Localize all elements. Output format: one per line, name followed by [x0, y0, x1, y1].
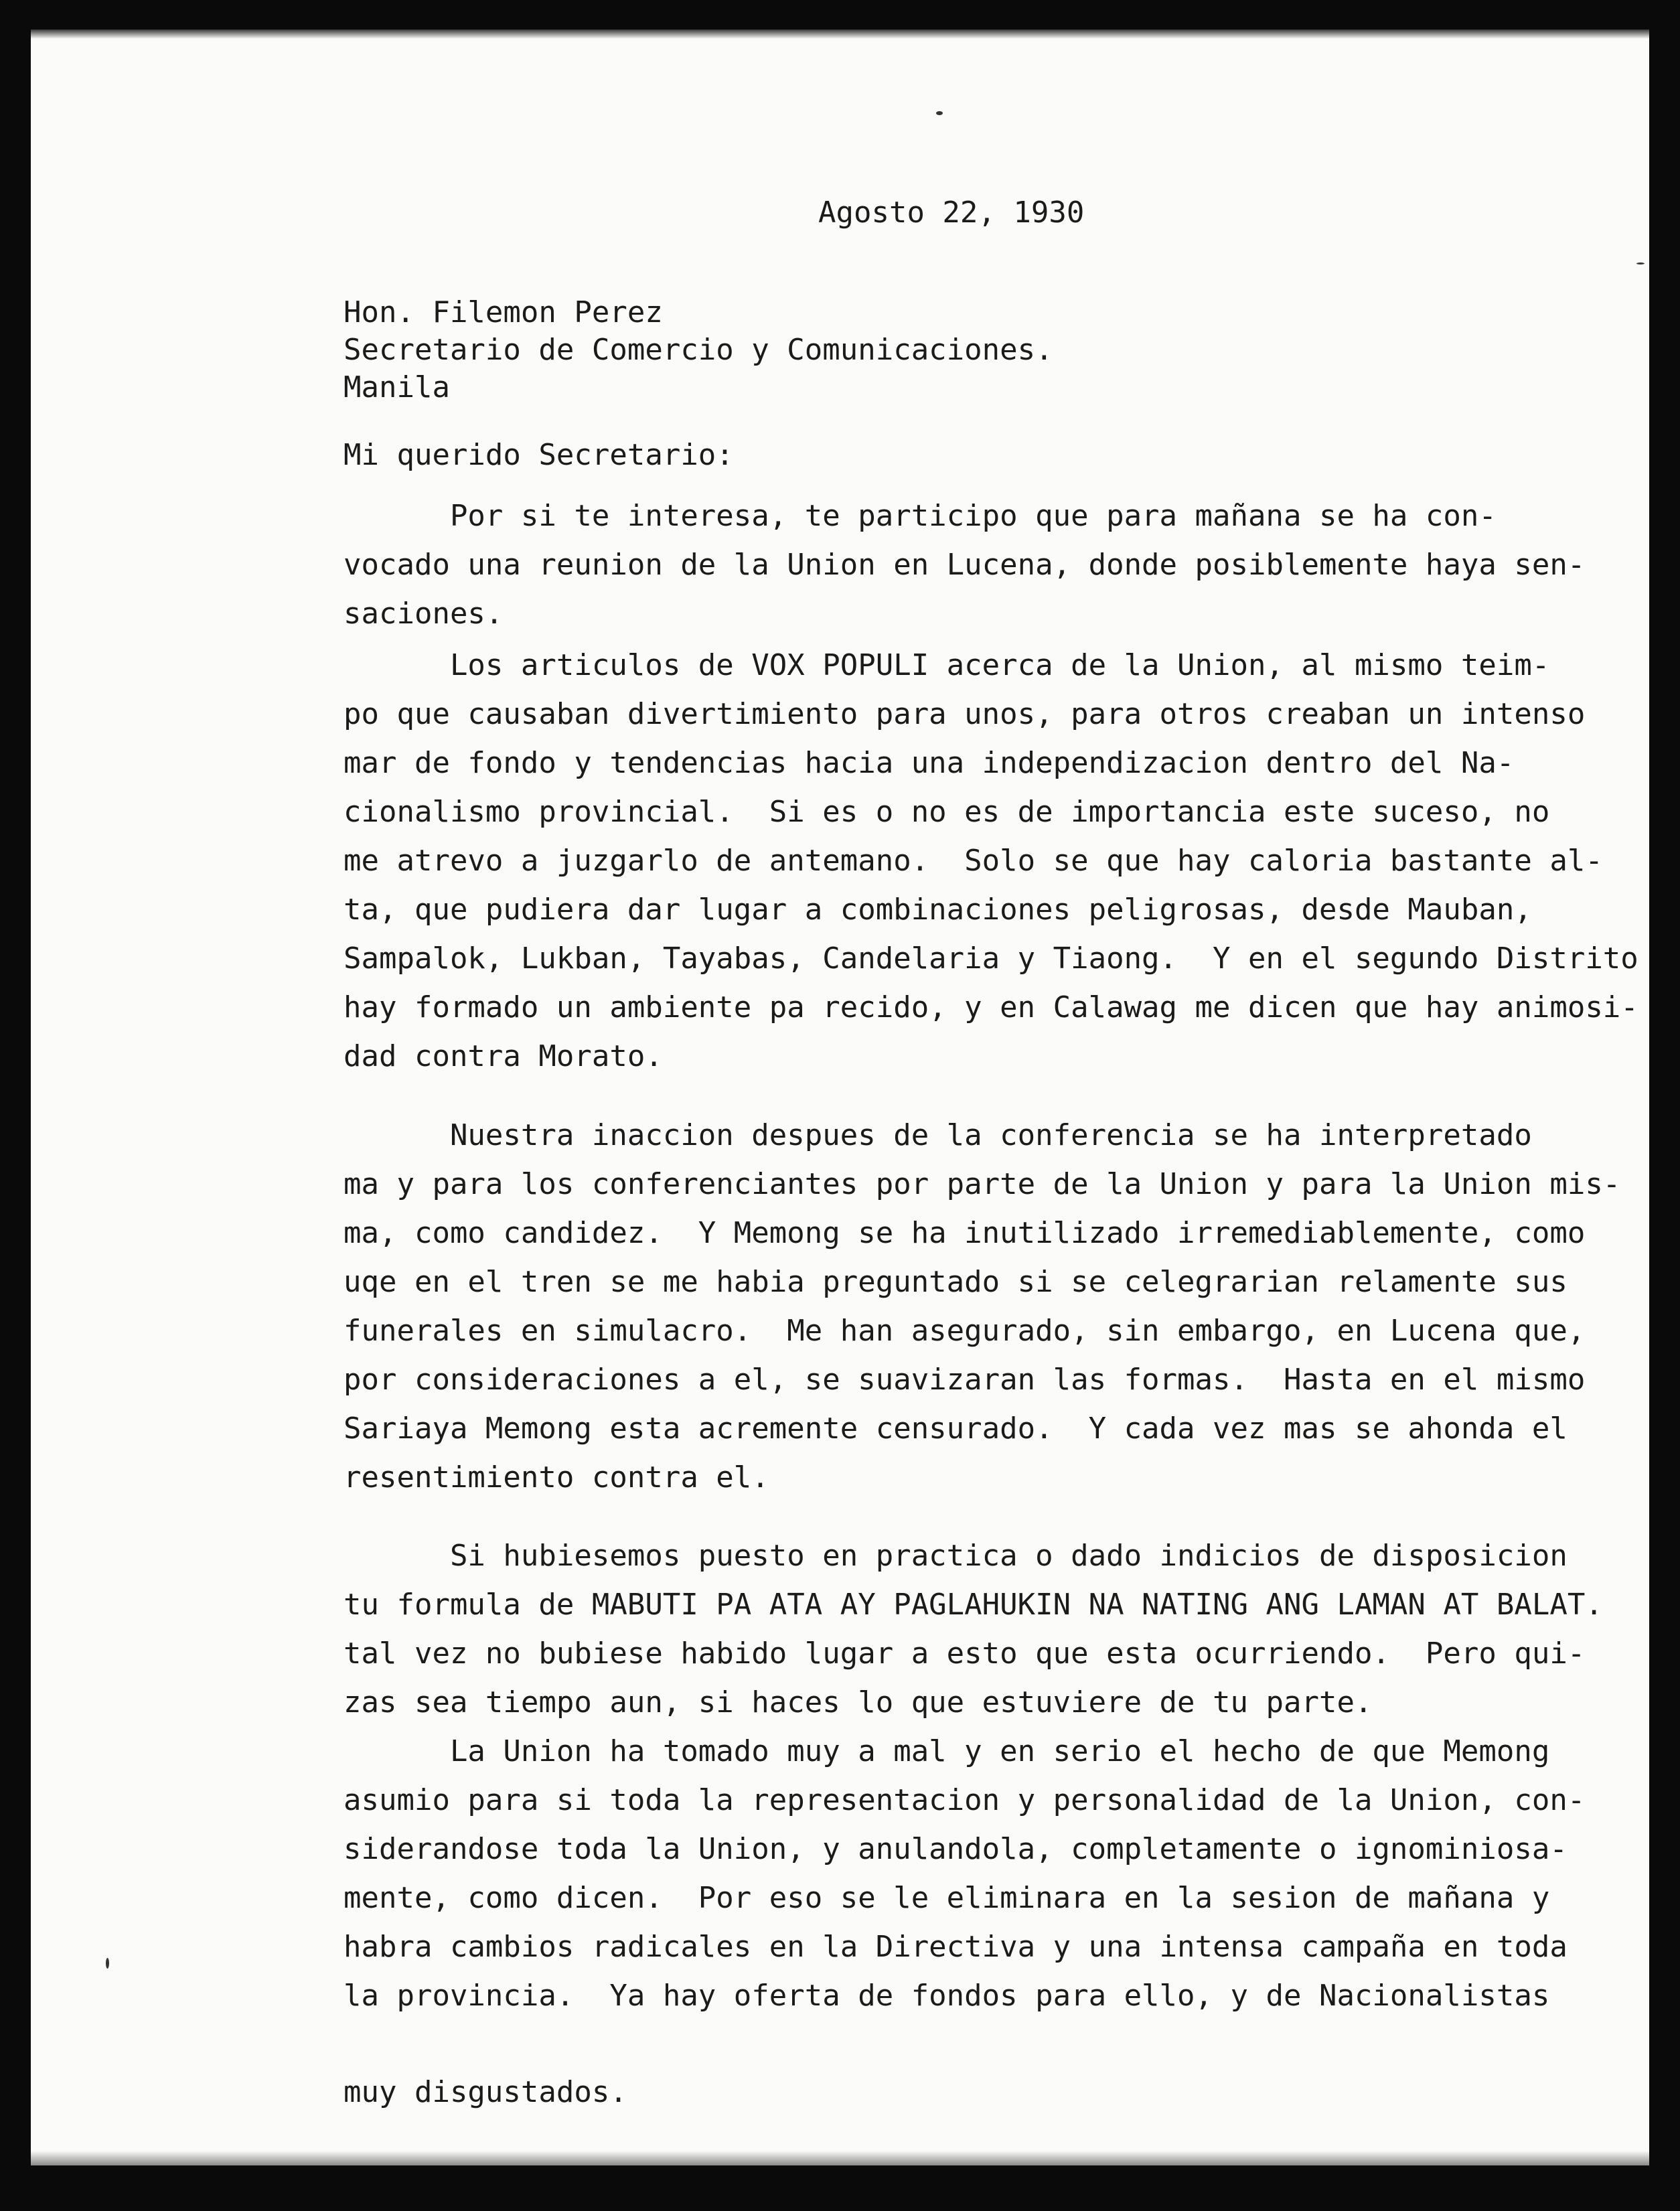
paragraph-line: Por si te interesa, te participo que para mañana se ha con- — [343, 499, 1497, 533]
paragraph-line: mente, como dicen. Por eso se le eliminara en la sesion de mañana y — [343, 1881, 1550, 1915]
paragraph-5 — [343, 1727, 1585, 2020]
paragraph-line: La Union ha tomado muy a mal y en serio el hecho de que Memong — [343, 1734, 1550, 1768]
paragraph-2 — [343, 641, 1638, 1081]
paragraph-line: asumio para si toda la representacion y personalidad de la Union, con- — [343, 1783, 1586, 1817]
paragraph-line: po que causaban divertimiento para unos, para otros creaban un intenso — [343, 697, 1586, 731]
paragraph-line: Sariaya Memong esta acremente censurado. Y cada vez mas se ahonda el — [343, 1412, 1568, 1446]
paragraph-1 — [343, 491, 1585, 638]
paragraph-line: siderandose toda la Union, y anulandola, completamente o ignominiosa- — [343, 1832, 1568, 1866]
paragraph-line: tu formula de MABUTI PA ATA AY PAGLAHUKIN NA NATING ANG LAMAN AT BALAT. — [343, 1588, 1603, 1622]
paragraph-line: saciones. — [343, 597, 504, 631]
paragraph-line: Nuestra inaccion despues de la conferencia se ha interpretado — [343, 1118, 1532, 1152]
recipient-city: Manila — [343, 370, 450, 404]
recipient-name: Hon. Filemon Perez — [343, 295, 663, 329]
paragraph-line: habra cambios radicales en la Directiva y una intensa campaña en toda — [343, 1930, 1568, 1964]
paragraph-line: dad contra Morato. — [343, 1039, 663, 1073]
paragraph-line: vocado una reunion de la Union en Lucena, donde posiblemente haya sen- — [343, 548, 1586, 582]
page-bottom-edge — [31, 2151, 1649, 2165]
page-top-edge — [31, 29, 1649, 39]
closing-line: muy disgustados. — [343, 2075, 627, 2109]
paragraph-line: ma, como candidez. Y Memong se ha inutilizado irremediablemente, como — [343, 1216, 1586, 1250]
paper-speck — [1636, 262, 1645, 264]
paragraph-line: uqe en el tren se me habia preguntado si se celegrarian relamente sus — [343, 1265, 1568, 1299]
paragraph-line: Sampalok, Lukban, Tayabas, Candelaria y Tiaong. Y en el segundo Distrito — [343, 941, 1638, 976]
paragraph-line: tal vez no bubiese habido lugar a esto que esta ocurriendo. Pero qui- — [343, 1636, 1586, 1671]
paragraph-line: Si hubiesemos puesto en practica o dado indicios de disposicion — [343, 1539, 1568, 1573]
paragraph-line: por consideraciones a el, se suavizaran las formas. Hasta en el mismo — [343, 1363, 1586, 1397]
paragraph-4 — [343, 1531, 1603, 1727]
letter-date: Agosto 22, 1930 — [818, 196, 1085, 230]
paragraph-line: ta, que pudiera dar lugar a combinaciones peligrosas, desde Mauban, — [343, 893, 1532, 927]
paragraph-line: ma y para los conferenciantes por parte de la Union y para la Union mis- — [343, 1167, 1621, 1201]
paragraph-line: me atrevo a juzgarlo de antemano. Solo se que hay caloria bastante al- — [343, 844, 1603, 878]
recipient-address — [343, 294, 1053, 406]
salutation: Mi querido Secretario: — [343, 438, 734, 472]
paragraph-3 — [343, 1111, 1620, 1502]
paper-speck — [106, 1958, 109, 1969]
paragraph-line: hay formado un ambiente pa recido, y en Calawag me dicen que hay animosi- — [343, 990, 1638, 1024]
paragraph-line: funerales en simulacro. Me han asegurado, sin embargo, en Lucena que, — [343, 1314, 1586, 1348]
paragraph-line: la provincia. Ya hay oferta de fondos para ello, y de Nacionalistas — [343, 1979, 1550, 2013]
recipient-title: Secretario de Comercio y Comunicaciones. — [343, 333, 1053, 367]
paper-speck — [936, 111, 943, 115]
paragraph-line: Los articulos de VOX POPULI acerca de la Union, al mismo teim- — [343, 648, 1550, 682]
paragraph-line: mar de fondo y tendencias hacia una independizacion dentro del Na- — [343, 746, 1515, 780]
paragraph-line: cionalismo provincial. Si es o no es de importancia este suceso, no — [343, 795, 1550, 829]
paragraph-line: resentimiento contra el. — [343, 1460, 769, 1495]
paragraph-line: zas sea tiempo aun, si haces lo que estuviere de tu parte. — [343, 1685, 1373, 1720]
letter-page — [31, 29, 1649, 2165]
